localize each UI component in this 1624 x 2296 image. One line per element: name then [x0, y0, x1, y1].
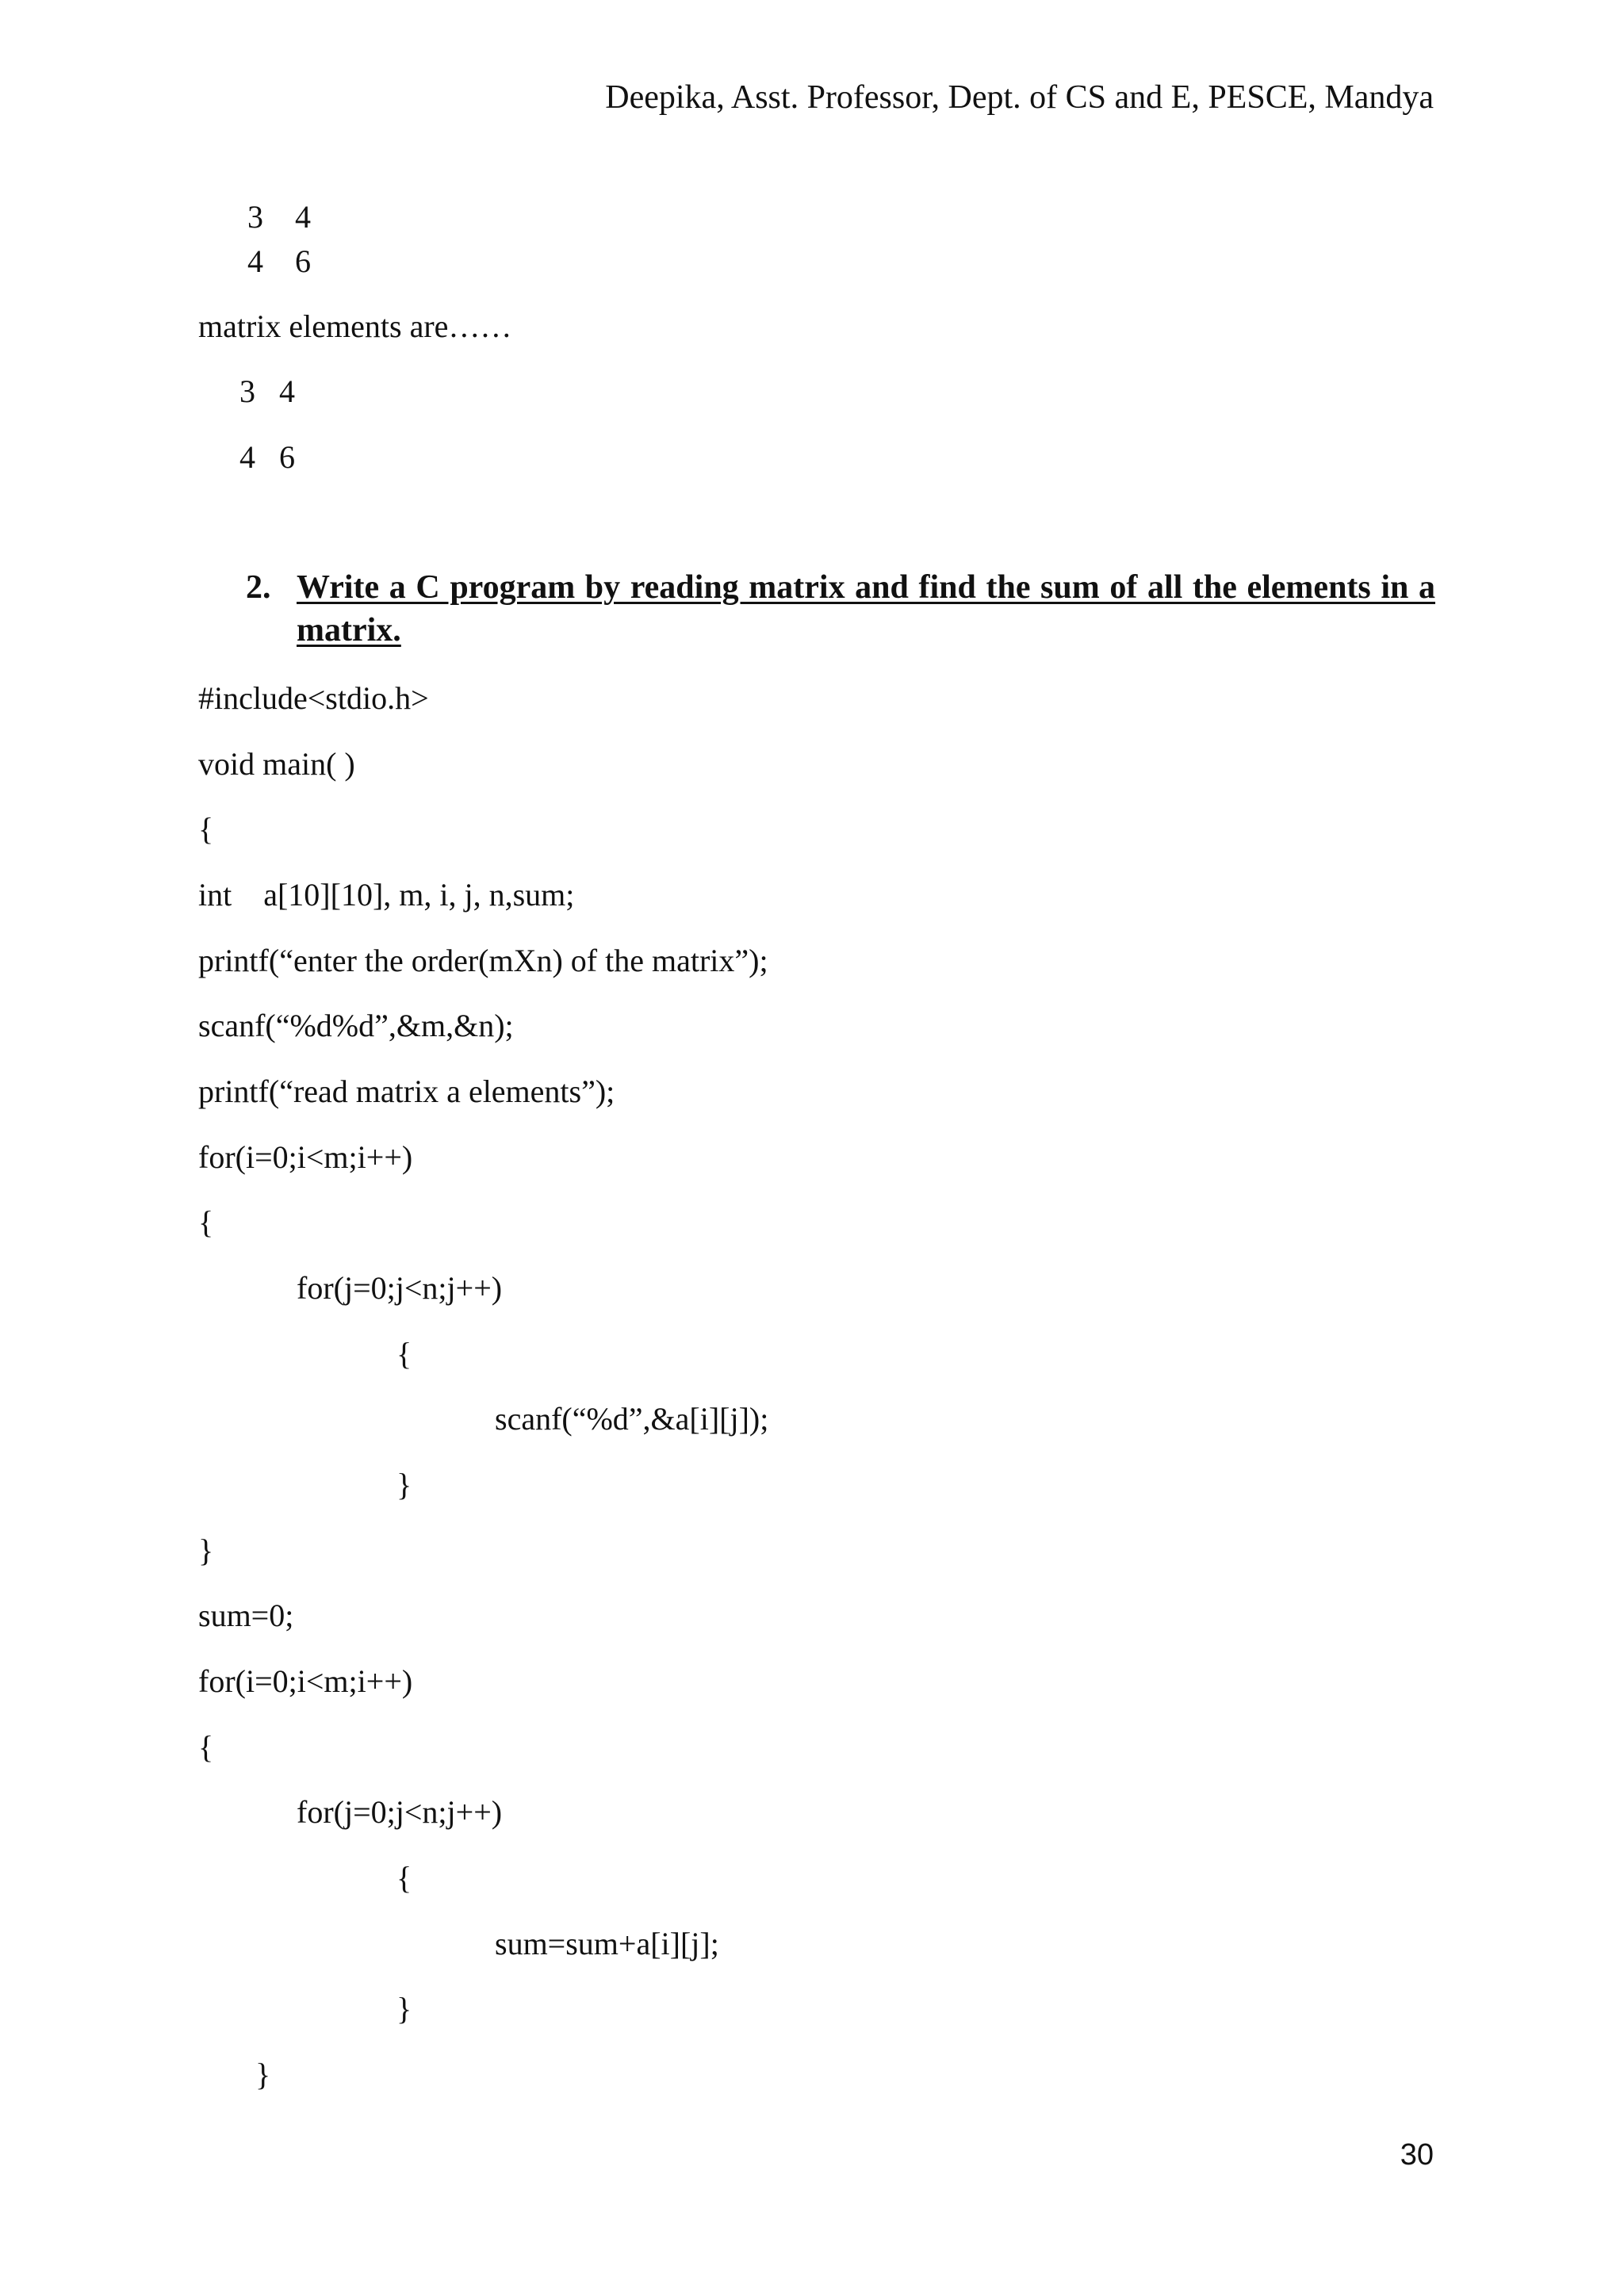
- code-line: for(j=0;j<n;j++): [297, 1270, 503, 1306]
- output-label: matrix elements are……: [198, 308, 512, 344]
- output-row: 3 4: [239, 373, 295, 409]
- output-row: 3 4: [247, 199, 311, 235]
- code-line: }: [396, 1467, 412, 1502]
- code-line: for(i=0;i<m;i++): [198, 1663, 413, 1699]
- code-line: }: [255, 2057, 271, 2092]
- code-line: for(j=0;j<n;j++): [297, 1794, 503, 1830]
- code-line: for(i=0;i<m;i++): [198, 1139, 413, 1175]
- page-header: Deepika, Asst. Professor, Dept. of CS and E, PESCE, Mandya: [605, 79, 1434, 116]
- code-line: {: [198, 811, 214, 847]
- output-row: 4 6: [247, 243, 311, 279]
- question-number: 2.: [246, 569, 271, 606]
- code-line: }: [198, 1533, 214, 1568]
- code-line: #include<stdio.h>: [198, 680, 429, 716]
- code-line: scanf(“%d%d”,&m,&n);: [198, 1008, 514, 1043]
- question-heading: [246, 566, 1435, 652]
- code-line: }: [396, 1991, 412, 2026]
- code-line: {: [198, 1729, 214, 1765]
- code-line: scanf(“%d”,&a[i][j]);: [495, 1401, 769, 1437]
- output-row: 4 6: [239, 439, 295, 475]
- code-line: int a[10][10], m, i, j, n,sum;: [198, 877, 575, 913]
- code-line: printf(“enter the order(mXn) of the matrix”);: [198, 943, 768, 978]
- code-line: printf(“read matrix a elements”);: [198, 1073, 615, 1109]
- page-number: 30: [1400, 2138, 1434, 2172]
- code-line: sum=sum+a[i][j];: [495, 1926, 719, 1961]
- question-text: Write a C program by reading matrix and find the sum of all the elements in a matrix.: [297, 569, 1435, 649]
- code-line: {: [396, 1336, 412, 1372]
- code-line: sum=0;: [198, 1598, 294, 1633]
- code-line: {: [396, 1860, 412, 1896]
- code-line: {: [198, 1204, 214, 1240]
- code-line: void main( ): [198, 746, 355, 782]
